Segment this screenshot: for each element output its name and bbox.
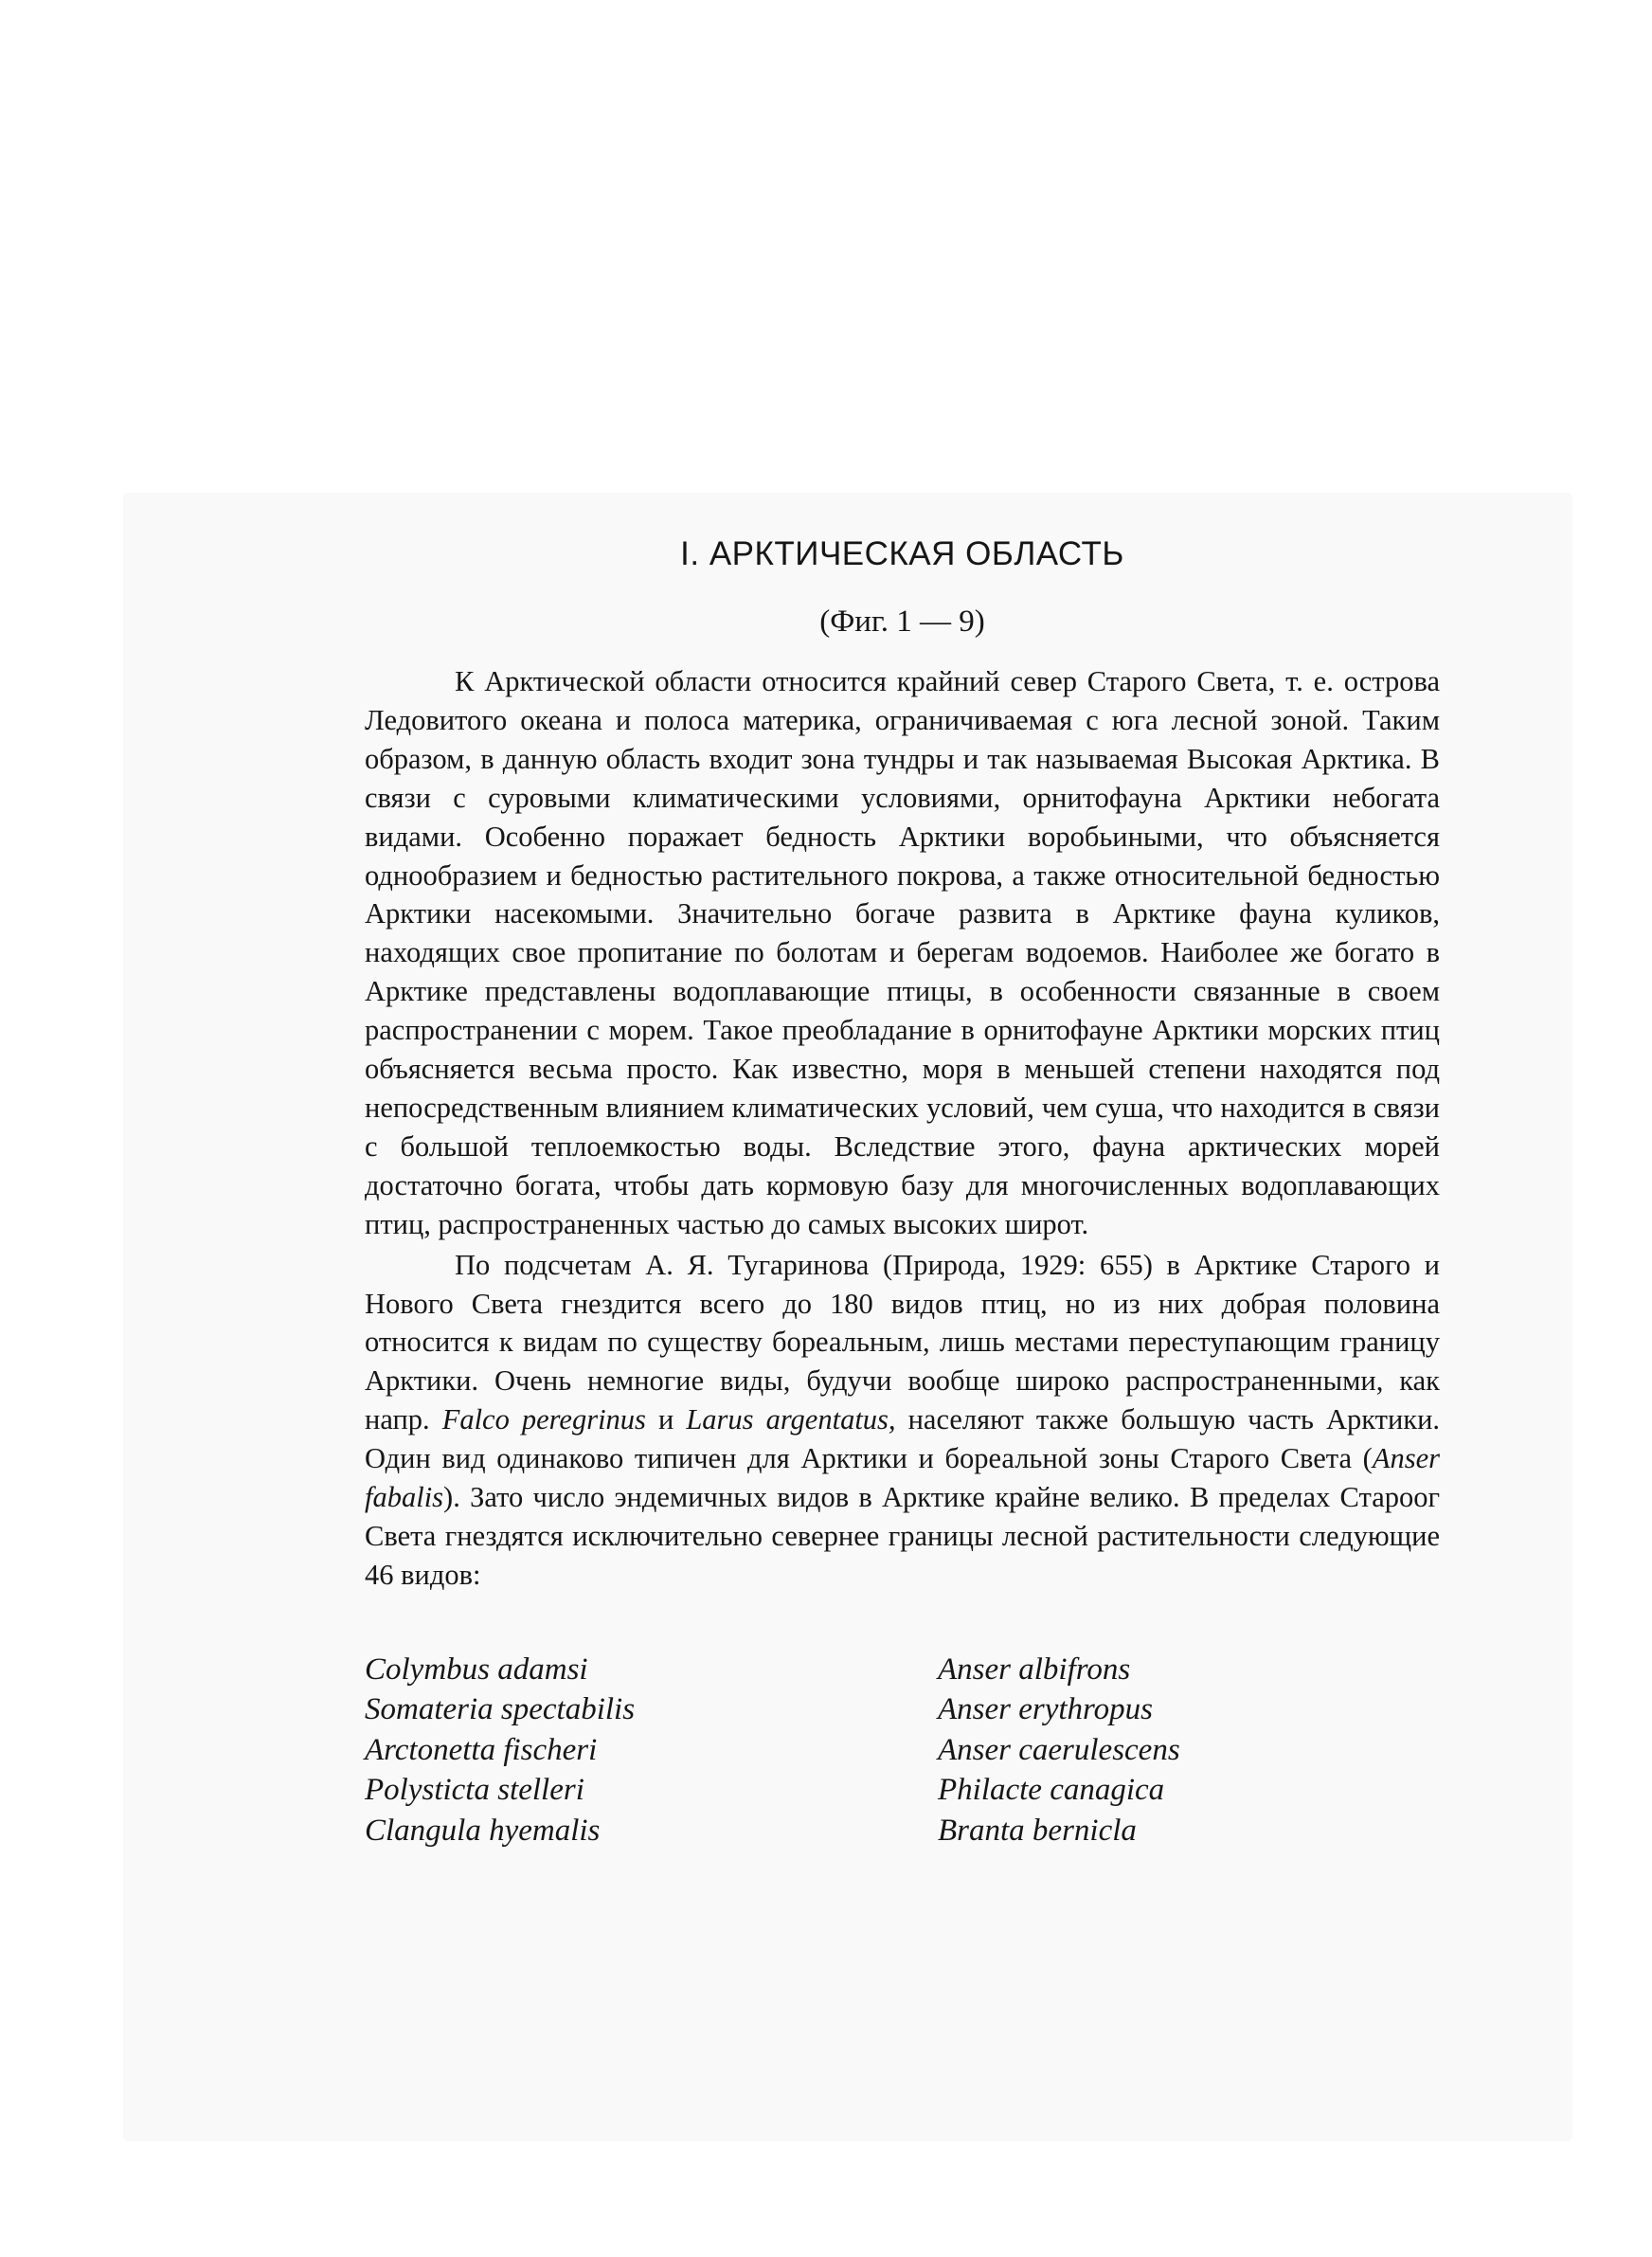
chapter-figures-reference: (Фиг. 1 — 9) (819, 605, 985, 639)
species-name: Falco peregrinus (441, 1403, 646, 1436)
species-item: Somateria spectabilis (365, 1692, 636, 1727)
species-list (365, 1650, 1440, 1851)
species-item: Anser erythropus (938, 1692, 1154, 1727)
species-list-left-column (365, 1650, 938, 1851)
paragraph-arctic-region: К Арктической области относится крайний север Старого Света, т. е. острова Ледовитого океана и полоса материка, ограничиваемая с юга лесной зоной. Таким образом, в данную область входит зона тундры и так называемая Высокая Арктика. В связи с суровыми климатическими условиями, орнитофауна Арктики небогата видами. Особенно поражает бедность Арктики воробьиными, что объясняется однообразием и бедностью растительного покрова, а также относительной бедностью Арктики насекомыми. Значительно богаче развита в Арктике фауна куликов, находящих свое пропитание по болотам и берегам водоемов. Наиболее же богато в Арктике представлены водоплавающие птицы, в особенности связанные в своем распространении с морем. Такое преобладание в орнитофауне Арктики морских птиц объясняется весьма просто. Как известно, моря в меньшей степени находятся под непосредственным влиянием климатических условий, чем суша, что находится в связи с большой теплоемкостью воды. Вследствие этого, фауна арктических морей достаточно богата, чтобы дать кормовую базу для многочисленных водоплавающих птиц, распространенных частью до самых высоких широт. (365, 665, 1440, 1240)
species-name: Larus argentatus, (686, 1403, 896, 1436)
paragraph-text: По подсчетам А. Я. Тугаринова (Природа, 1929: 655) в Арктике Старого и Нового Света гнездится всего до 180 видов птиц, но из них добрая половина относится к видам по существу бореальным, лишь местами переступающим границу Арктики. Очень немногие виды, будучи вообще широко распространенными, как напр. (365, 1248, 1440, 1436)
species-item: Branta bernicla (938, 1813, 1137, 1848)
chapter-title: I. АРКТИЧЕСКАЯ ОБЛАСТЬ (680, 535, 1124, 572)
species-item: Clangula hyemalis (365, 1813, 601, 1848)
conjunction: и (657, 1403, 674, 1436)
species-item: Anser caerulescens (938, 1732, 1180, 1767)
paragraph-text: ). Зато число эндемичных видов в Арктике крайне велико. В пределах Староог Света гнездятся исключительно севернее границы лесной растительности следующие 46 видов: (365, 1481, 1440, 1591)
species-item: Arctonetta fischeri (365, 1732, 598, 1767)
species-item: Philacte canagica (938, 1773, 1165, 1808)
paragraph-text: населяют также большую часть Арктики. Один вид одинаково типичен для Арктики и бореальной зоны Старого Света ( (365, 1403, 1441, 1475)
species-item: Anser albifrons (938, 1652, 1131, 1687)
species-item: Polysticta stelleri (365, 1773, 584, 1808)
page-content (365, 526, 1440, 1851)
species-list-right-column (938, 1650, 1440, 1851)
species-item: Colymbus adamsi (365, 1652, 588, 1687)
species-name: Anser fabalis (365, 1442, 1440, 1514)
paragraph-species-count (365, 1246, 1440, 1595)
